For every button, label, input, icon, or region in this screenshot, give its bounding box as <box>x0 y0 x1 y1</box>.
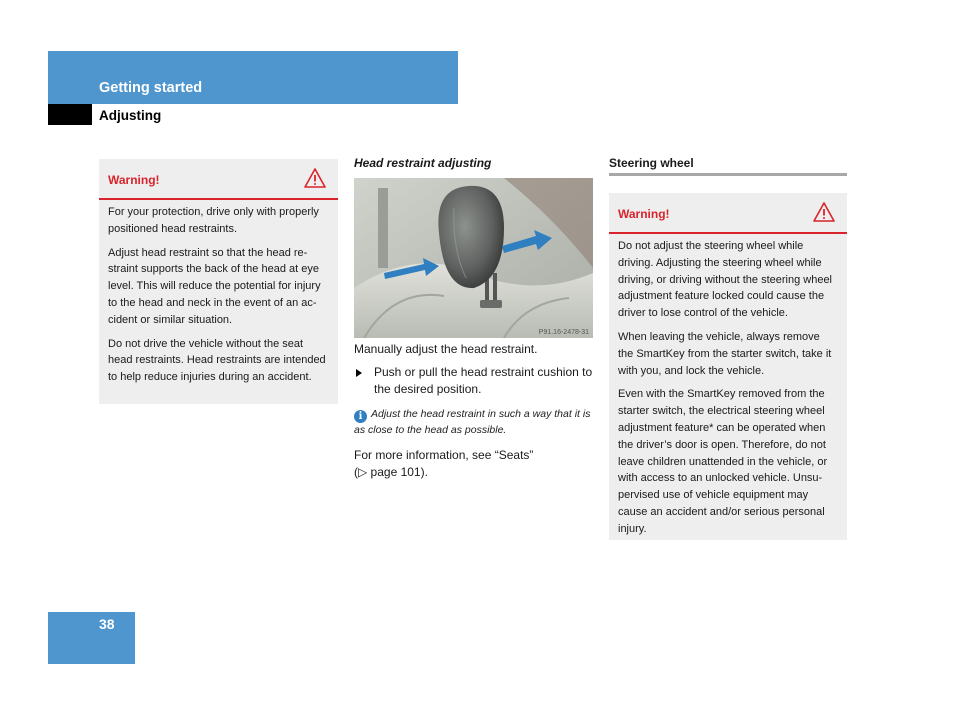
heading-rule <box>609 173 847 176</box>
warning-triangle-icon <box>304 168 326 188</box>
warning-header <box>99 159 338 200</box>
page-number: 38 <box>99 616 115 632</box>
warning-paragraph: Do not drive the vehicle without the seat head restraints. Head restraints are intended to help reduce injuries during an accident. <box>108 337 326 384</box>
more-info-line: For more information, see “Seats” <box>354 448 534 462</box>
info-note-text: Adjust the head restraint in such a way that it is as close to the head as possible. <box>354 408 591 436</box>
step-text: Push or pull the head restraint cushion to the desired position. <box>374 365 593 396</box>
instruction-text: Manually adjust the head restraint. <box>354 342 538 356</box>
more-info-text <box>354 447 594 481</box>
head-restraint-heading: Head restraint adjusting <box>354 156 492 170</box>
warning-body <box>609 234 847 551</box>
info-note <box>354 407 594 439</box>
info-icon: i <box>354 410 367 423</box>
warning-paragraph: Even with the SmartKey removed from the starter switch, the electrical steering wheel adjustment feature* can be operated when the driver’s door is open. Therefore, do not leave children unattended in the vehicle, or with access to an unlocked vehicle. Unsu-pervised use of vehicle equipment may cause an accident and/or serious personal injury. <box>618 388 828 535</box>
step-bullet-arrow-icon <box>356 369 362 377</box>
warning-label: Warning! <box>108 173 160 187</box>
head-restraint-photo <box>354 178 593 338</box>
warning-label: Warning! <box>618 207 670 221</box>
warning-paragraph: Do not adjust the steering wheel while driving. Adjusting the steering wheel while driving, or driving without the steering wheel adjustment feature locked could cause the driver to lose control of the vehicle. <box>618 240 833 320</box>
warning-paragraph: Adjust head restraint so that the head re-straint supports the back of the head at eye level. This will reduce the potential for injury to the head and neck in the event of an ac-cident or similar situation. <box>108 246 321 326</box>
step-item <box>354 364 594 398</box>
header-band <box>48 51 458 104</box>
warning-body <box>99 200 338 399</box>
section-title: Getting started <box>99 80 203 96</box>
steering-wheel-heading: Steering wheel <box>609 156 694 170</box>
section-marker-tab <box>48 104 92 125</box>
image-reference-code: P91.16-2478-31 <box>538 329 589 336</box>
warning-header <box>609 193 847 234</box>
subsection-title: Adjusting <box>99 108 162 123</box>
warning-box-head-restraints <box>99 159 338 404</box>
warning-paragraph: When leaving the vehicle, always remove the SmartKey from the starter switch, take it with you, and lock the vehicle. <box>618 330 832 377</box>
warning-triangle-icon <box>813 202 835 222</box>
page-reference: (▷ page 101). <box>354 465 428 479</box>
page-number-box <box>48 612 135 664</box>
head-restraint-illustration <box>354 178 593 338</box>
warning-box-steering-wheel <box>609 193 847 540</box>
warning-paragraph: For your protection, drive only with properly positioned head restraints. <box>108 206 319 235</box>
